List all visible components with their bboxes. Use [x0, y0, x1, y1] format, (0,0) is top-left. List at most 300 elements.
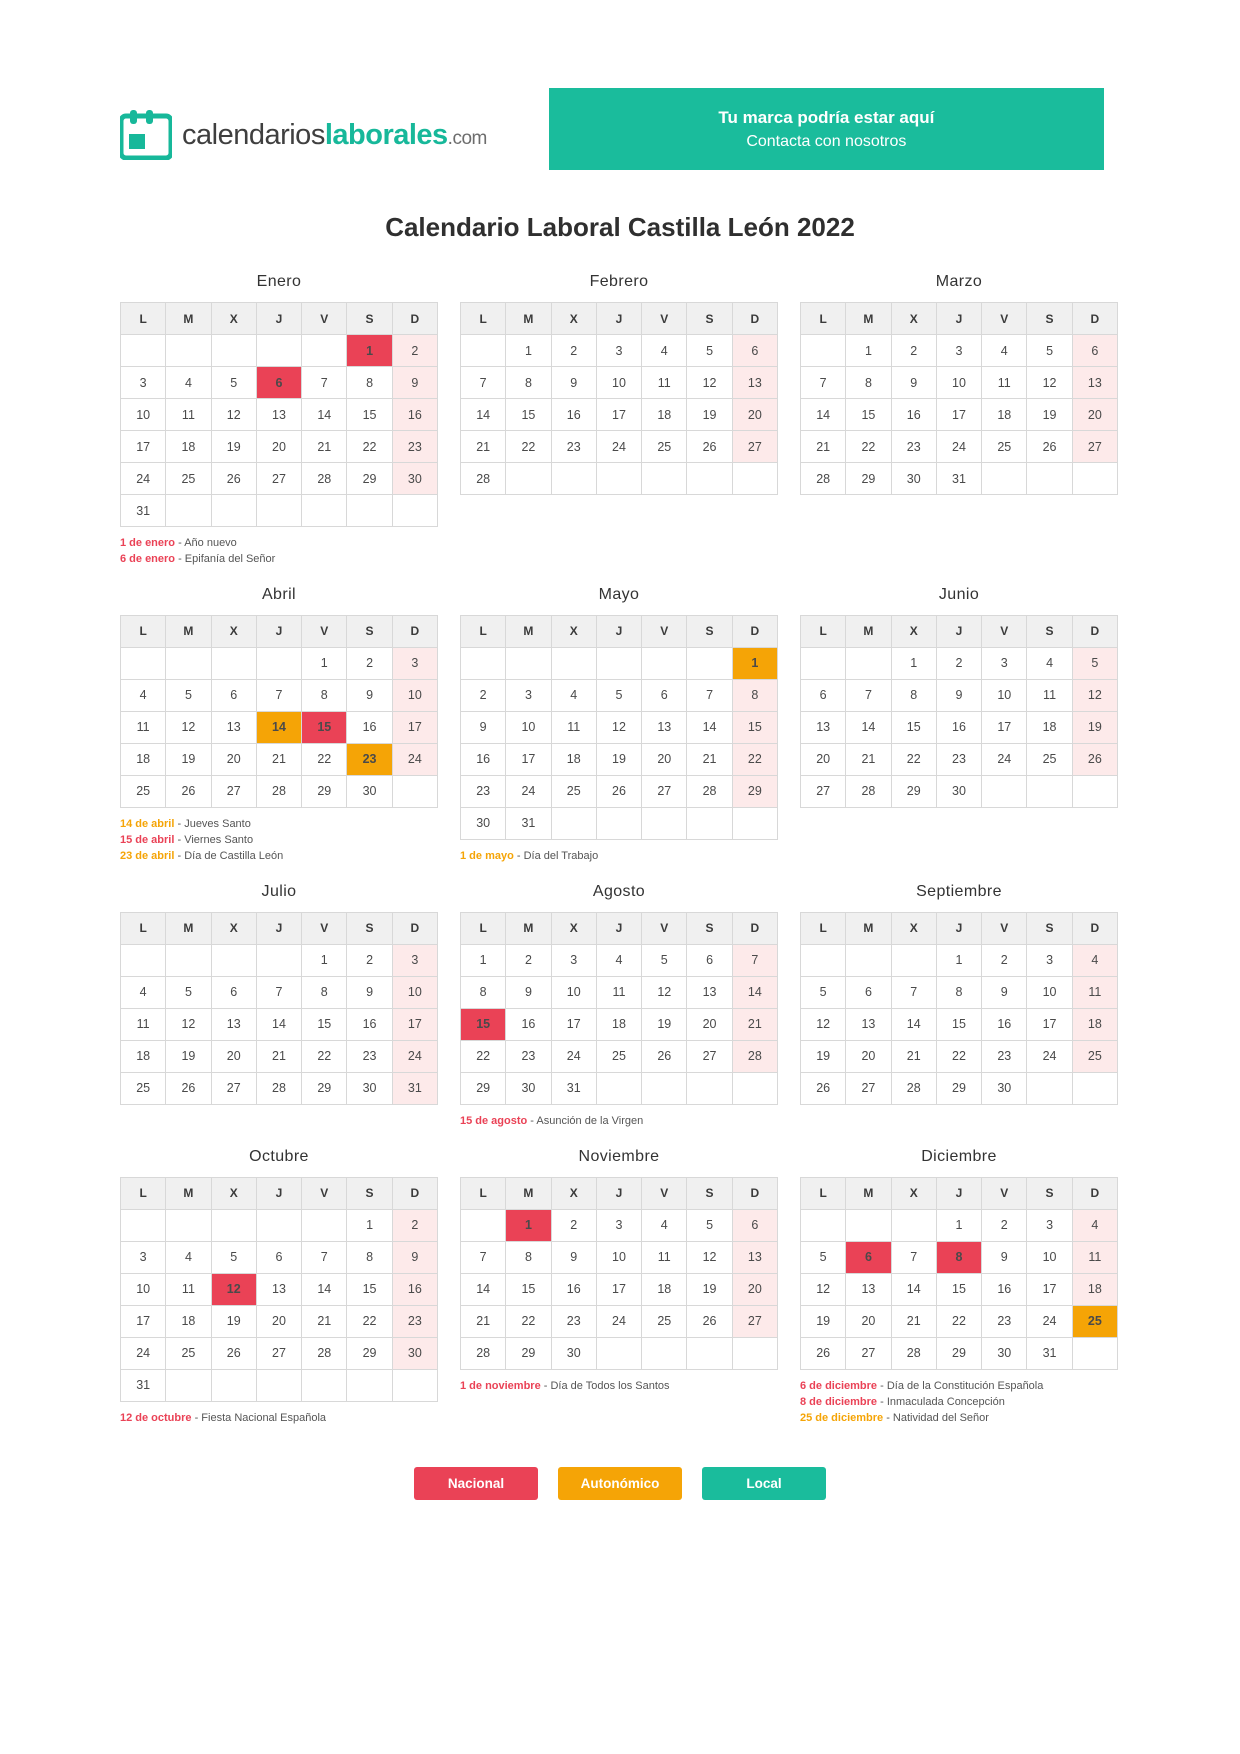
day-cell[interactable]: 6 — [732, 1209, 777, 1241]
day-cell[interactable]: 3 — [1027, 1209, 1072, 1241]
site-logo[interactable] — [120, 110, 487, 160]
day-cell[interactable]: 8 — [347, 1241, 392, 1273]
day-cell[interactable]: 3 — [936, 335, 981, 367]
day-cell[interactable]: 25 — [1072, 1040, 1117, 1072]
day-cell[interactable]: 16 — [891, 399, 936, 431]
day-cell[interactable]: 15 — [936, 1008, 981, 1040]
day-cell[interactable]: 29 — [347, 463, 392, 495]
day-cell[interactable]: 23 — [506, 1040, 551, 1072]
day-cell[interactable]: 14 — [891, 1008, 936, 1040]
day-cell[interactable]: 25 — [166, 463, 211, 495]
day-cell[interactable]: 1 — [936, 944, 981, 976]
day-cell[interactable]: 30 — [347, 775, 392, 807]
day-cell[interactable]: 30 — [982, 1072, 1027, 1104]
day-cell[interactable]: 30 — [936, 775, 981, 807]
day-cell[interactable]: 29 — [732, 775, 777, 807]
ad-banner[interactable] — [549, 88, 1104, 170]
day-cell[interactable]: 26 — [211, 1337, 256, 1369]
legend-chip-loc[interactable]: Local — [702, 1467, 826, 1500]
day-cell[interactable]: 22 — [461, 1040, 506, 1072]
day-cell[interactable]: 9 — [982, 1241, 1027, 1273]
day-cell[interactable]: 2 — [982, 944, 1027, 976]
day-cell[interactable]: 25 — [551, 775, 596, 807]
day-cell[interactable]: 30 — [506, 1072, 551, 1104]
day-cell[interactable]: 5 — [596, 679, 641, 711]
day-cell[interactable]: 20 — [687, 1008, 732, 1040]
day-cell[interactable]: 27 — [642, 775, 687, 807]
day-cell[interactable]: 2 — [982, 1209, 1027, 1241]
day-cell[interactable]: 24 — [551, 1040, 596, 1072]
day-cell[interactable]: 13 — [801, 711, 846, 743]
day-cell[interactable]: 15 — [891, 711, 936, 743]
holiday-day-cell[interactable]: 25 — [1072, 1305, 1117, 1337]
day-cell[interactable]: 15 — [506, 399, 551, 431]
day-cell[interactable]: 17 — [121, 431, 166, 463]
day-cell[interactable]: 30 — [392, 1337, 437, 1369]
day-cell[interactable]: 9 — [392, 367, 437, 399]
day-cell[interactable]: 26 — [166, 775, 211, 807]
day-cell[interactable]: 16 — [982, 1273, 1027, 1305]
day-cell[interactable]: 18 — [596, 1008, 641, 1040]
day-cell[interactable]: 14 — [256, 1008, 301, 1040]
day-cell[interactable]: 4 — [121, 679, 166, 711]
day-cell[interactable]: 3 — [392, 647, 437, 679]
day-cell[interactable]: 9 — [936, 679, 981, 711]
day-cell[interactable]: 15 — [302, 1008, 347, 1040]
day-cell[interactable]: 19 — [166, 743, 211, 775]
day-cell[interactable]: 21 — [846, 743, 891, 775]
day-cell[interactable]: 3 — [596, 1209, 641, 1241]
day-cell[interactable]: 7 — [891, 1241, 936, 1273]
day-cell[interactable]: 2 — [461, 679, 506, 711]
day-cell[interactable]: 22 — [302, 1040, 347, 1072]
day-cell[interactable]: 12 — [166, 1008, 211, 1040]
day-cell[interactable]: 7 — [891, 976, 936, 1008]
day-cell[interactable]: 8 — [506, 367, 551, 399]
day-cell[interactable]: 5 — [801, 976, 846, 1008]
day-cell[interactable]: 20 — [1072, 399, 1117, 431]
day-cell[interactable]: 11 — [642, 367, 687, 399]
day-cell[interactable]: 12 — [687, 367, 732, 399]
day-cell[interactable]: 6 — [801, 679, 846, 711]
day-cell[interactable]: 7 — [302, 1241, 347, 1273]
day-cell[interactable]: 1 — [506, 335, 551, 367]
day-cell[interactable]: 15 — [347, 1273, 392, 1305]
day-cell[interactable]: 25 — [642, 1305, 687, 1337]
day-cell[interactable]: 18 — [982, 399, 1027, 431]
day-cell[interactable]: 5 — [166, 976, 211, 1008]
day-cell[interactable]: 5 — [1072, 647, 1117, 679]
day-cell[interactable]: 17 — [121, 1305, 166, 1337]
day-cell[interactable]: 26 — [801, 1337, 846, 1369]
day-cell[interactable]: 9 — [551, 1241, 596, 1273]
day-cell[interactable]: 6 — [211, 679, 256, 711]
day-cell[interactable]: 22 — [347, 431, 392, 463]
day-cell[interactable]: 11 — [166, 1273, 211, 1305]
day-cell[interactable]: 13 — [211, 711, 256, 743]
day-cell[interactable]: 27 — [211, 775, 256, 807]
day-cell[interactable]: 14 — [302, 399, 347, 431]
day-cell[interactable]: 3 — [551, 944, 596, 976]
day-cell[interactable]: 6 — [1072, 335, 1117, 367]
day-cell[interactable]: 18 — [166, 1305, 211, 1337]
day-cell[interactable]: 14 — [302, 1273, 347, 1305]
day-cell[interactable]: 29 — [347, 1337, 392, 1369]
day-cell[interactable]: 11 — [596, 976, 641, 1008]
day-cell[interactable]: 23 — [982, 1305, 1027, 1337]
holiday-day-cell[interactable]: 12 — [211, 1273, 256, 1305]
day-cell[interactable]: 10 — [392, 976, 437, 1008]
day-cell[interactable]: 23 — [347, 1040, 392, 1072]
day-cell[interactable]: 21 — [891, 1040, 936, 1072]
day-cell[interactable]: 10 — [551, 976, 596, 1008]
day-cell[interactable]: 27 — [256, 463, 301, 495]
day-cell[interactable]: 22 — [302, 743, 347, 775]
day-cell[interactable]: 20 — [256, 431, 301, 463]
day-cell[interactable]: 2 — [891, 335, 936, 367]
day-cell[interactable]: 15 — [732, 711, 777, 743]
day-cell[interactable]: 29 — [302, 775, 347, 807]
day-cell[interactable]: 13 — [732, 367, 777, 399]
day-cell[interactable]: 24 — [596, 1305, 641, 1337]
day-cell[interactable]: 11 — [642, 1241, 687, 1273]
day-cell[interactable]: 26 — [1072, 743, 1117, 775]
day-cell[interactable]: 16 — [461, 743, 506, 775]
day-cell[interactable]: 23 — [982, 1040, 1027, 1072]
day-cell[interactable]: 9 — [461, 711, 506, 743]
day-cell[interactable]: 17 — [982, 711, 1027, 743]
day-cell[interactable]: 26 — [211, 463, 256, 495]
day-cell[interactable]: 2 — [551, 1209, 596, 1241]
day-cell[interactable]: 24 — [392, 1040, 437, 1072]
day-cell[interactable]: 7 — [302, 367, 347, 399]
day-cell[interactable]: 13 — [211, 1008, 256, 1040]
day-cell[interactable]: 1 — [347, 1209, 392, 1241]
day-cell[interactable]: 4 — [596, 944, 641, 976]
day-cell[interactable]: 17 — [392, 1008, 437, 1040]
day-cell[interactable]: 13 — [256, 399, 301, 431]
day-cell[interactable]: 19 — [1072, 711, 1117, 743]
day-cell[interactable]: 12 — [801, 1273, 846, 1305]
day-cell[interactable]: 12 — [166, 711, 211, 743]
day-cell[interactable]: 20 — [211, 743, 256, 775]
day-cell[interactable]: 30 — [392, 463, 437, 495]
day-cell[interactable]: 20 — [642, 743, 687, 775]
day-cell[interactable]: 11 — [1027, 679, 1072, 711]
day-cell[interactable]: 19 — [596, 743, 641, 775]
holiday-day-cell[interactable]: 1 — [732, 647, 777, 679]
day-cell[interactable]: 12 — [642, 976, 687, 1008]
day-cell[interactable]: 7 — [256, 679, 301, 711]
day-cell[interactable]: 24 — [596, 431, 641, 463]
day-cell[interactable]: 17 — [596, 1273, 641, 1305]
day-cell[interactable]: 3 — [596, 335, 641, 367]
day-cell[interactable]: 15 — [936, 1273, 981, 1305]
day-cell[interactable]: 16 — [506, 1008, 551, 1040]
day-cell[interactable]: 8 — [302, 679, 347, 711]
day-cell[interactable]: 21 — [732, 1008, 777, 1040]
day-cell[interactable]: 11 — [121, 1008, 166, 1040]
day-cell[interactable]: 19 — [211, 1305, 256, 1337]
day-cell[interactable]: 4 — [642, 335, 687, 367]
day-cell[interactable]: 22 — [506, 431, 551, 463]
day-cell[interactable]: 5 — [211, 367, 256, 399]
day-cell[interactable]: 4 — [1072, 944, 1117, 976]
day-cell[interactable]: 18 — [551, 743, 596, 775]
day-cell[interactable]: 31 — [936, 463, 981, 495]
day-cell[interactable]: 4 — [166, 1241, 211, 1273]
day-cell[interactable]: 21 — [687, 743, 732, 775]
day-cell[interactable]: 13 — [1072, 367, 1117, 399]
day-cell[interactable]: 26 — [687, 1305, 732, 1337]
day-cell[interactable]: 22 — [347, 1305, 392, 1337]
day-cell[interactable]: 8 — [936, 976, 981, 1008]
holiday-day-cell[interactable]: 14 — [256, 711, 301, 743]
day-cell[interactable]: 25 — [1027, 743, 1072, 775]
day-cell[interactable]: 29 — [936, 1072, 981, 1104]
day-cell[interactable]: 14 — [687, 711, 732, 743]
day-cell[interactable]: 28 — [302, 1337, 347, 1369]
day-cell[interactable]: 24 — [121, 463, 166, 495]
day-cell[interactable]: 5 — [211, 1241, 256, 1273]
day-cell[interactable]: 10 — [1027, 1241, 1072, 1273]
day-cell[interactable]: 8 — [846, 367, 891, 399]
day-cell[interactable]: 13 — [256, 1273, 301, 1305]
day-cell[interactable]: 31 — [121, 495, 166, 527]
day-cell[interactable]: 10 — [121, 399, 166, 431]
day-cell[interactable]: 17 — [1027, 1273, 1072, 1305]
day-cell[interactable]: 21 — [461, 1305, 506, 1337]
day-cell[interactable]: 26 — [687, 431, 732, 463]
day-cell[interactable]: 17 — [551, 1008, 596, 1040]
day-cell[interactable]: 19 — [211, 431, 256, 463]
day-cell[interactable]: 30 — [891, 463, 936, 495]
day-cell[interactable]: 3 — [392, 944, 437, 976]
day-cell[interactable]: 23 — [461, 775, 506, 807]
day-cell[interactable]: 22 — [506, 1305, 551, 1337]
holiday-day-cell[interactable]: 15 — [461, 1008, 506, 1040]
day-cell[interactable]: 2 — [392, 335, 437, 367]
day-cell[interactable]: 9 — [506, 976, 551, 1008]
day-cell[interactable]: 21 — [461, 431, 506, 463]
day-cell[interactable]: 2 — [347, 647, 392, 679]
day-cell[interactable]: 24 — [1027, 1305, 1072, 1337]
day-cell[interactable]: 7 — [256, 976, 301, 1008]
holiday-day-cell[interactable]: 8 — [936, 1241, 981, 1273]
day-cell[interactable]: 6 — [256, 1241, 301, 1273]
day-cell[interactable]: 1 — [891, 647, 936, 679]
day-cell[interactable]: 18 — [642, 399, 687, 431]
day-cell[interactable]: 8 — [732, 679, 777, 711]
day-cell[interactable]: 16 — [392, 399, 437, 431]
day-cell[interactable]: 4 — [551, 679, 596, 711]
day-cell[interactable]: 28 — [461, 1337, 506, 1369]
day-cell[interactable]: 25 — [982, 431, 1027, 463]
day-cell[interactable]: 16 — [551, 1273, 596, 1305]
day-cell[interactable]: 18 — [1072, 1008, 1117, 1040]
day-cell[interactable]: 31 — [506, 807, 551, 839]
day-cell[interactable]: 18 — [1027, 711, 1072, 743]
day-cell[interactable]: 16 — [392, 1273, 437, 1305]
day-cell[interactable]: 19 — [1027, 399, 1072, 431]
day-cell[interactable]: 28 — [256, 775, 301, 807]
day-cell[interactable]: 19 — [166, 1040, 211, 1072]
day-cell[interactable]: 8 — [461, 976, 506, 1008]
day-cell[interactable]: 31 — [121, 1369, 166, 1401]
day-cell[interactable]: 16 — [347, 1008, 392, 1040]
day-cell[interactable]: 6 — [846, 976, 891, 1008]
day-cell[interactable]: 27 — [687, 1040, 732, 1072]
day-cell[interactable]: 10 — [392, 679, 437, 711]
holiday-day-cell[interactable]: 6 — [256, 367, 301, 399]
day-cell[interactable]: 17 — [936, 399, 981, 431]
day-cell[interactable]: 20 — [256, 1305, 301, 1337]
day-cell[interactable]: 7 — [732, 944, 777, 976]
holiday-day-cell[interactable]: 15 — [302, 711, 347, 743]
day-cell[interactable]: 6 — [642, 679, 687, 711]
day-cell[interactable]: 14 — [732, 976, 777, 1008]
day-cell[interactable]: 9 — [392, 1241, 437, 1273]
day-cell[interactable]: 31 — [1027, 1337, 1072, 1369]
day-cell[interactable]: 19 — [687, 1273, 732, 1305]
day-cell[interactable]: 18 — [121, 1040, 166, 1072]
day-cell[interactable]: 3 — [1027, 944, 1072, 976]
day-cell[interactable]: 13 — [846, 1273, 891, 1305]
day-cell[interactable]: 9 — [891, 367, 936, 399]
day-cell[interactable]: 23 — [392, 1305, 437, 1337]
day-cell[interactable]: 4 — [1027, 647, 1072, 679]
day-cell[interactable]: 29 — [506, 1337, 551, 1369]
day-cell[interactable]: 11 — [121, 711, 166, 743]
day-cell[interactable]: 21 — [302, 431, 347, 463]
day-cell[interactable]: 24 — [1027, 1040, 1072, 1072]
day-cell[interactable]: 16 — [936, 711, 981, 743]
day-cell[interactable]: 14 — [461, 399, 506, 431]
day-cell[interactable]: 12 — [596, 711, 641, 743]
day-cell[interactable]: 27 — [732, 1305, 777, 1337]
day-cell[interactable]: 23 — [891, 431, 936, 463]
day-cell[interactable]: 9 — [347, 679, 392, 711]
day-cell[interactable]: 28 — [846, 775, 891, 807]
day-cell[interactable]: 24 — [392, 743, 437, 775]
day-cell[interactable]: 18 — [642, 1273, 687, 1305]
day-cell[interactable]: 23 — [936, 743, 981, 775]
day-cell[interactable]: 23 — [551, 1305, 596, 1337]
day-cell[interactable]: 30 — [347, 1072, 392, 1104]
day-cell[interactable]: 20 — [846, 1040, 891, 1072]
day-cell[interactable]: 11 — [1072, 1241, 1117, 1273]
day-cell[interactable]: 29 — [461, 1072, 506, 1104]
day-cell[interactable]: 21 — [302, 1305, 347, 1337]
day-cell[interactable]: 26 — [166, 1072, 211, 1104]
day-cell[interactable]: 22 — [936, 1305, 981, 1337]
day-cell[interactable]: 2 — [347, 944, 392, 976]
day-cell[interactable]: 25 — [596, 1040, 641, 1072]
day-cell[interactable]: 18 — [121, 743, 166, 775]
day-cell[interactable]: 9 — [551, 367, 596, 399]
day-cell[interactable]: 14 — [846, 711, 891, 743]
day-cell[interactable]: 19 — [801, 1305, 846, 1337]
day-cell[interactable]: 2 — [392, 1209, 437, 1241]
day-cell[interactable]: 25 — [121, 1072, 166, 1104]
day-cell[interactable]: 26 — [642, 1040, 687, 1072]
day-cell[interactable]: 22 — [846, 431, 891, 463]
day-cell[interactable]: 12 — [1072, 679, 1117, 711]
day-cell[interactable]: 3 — [121, 367, 166, 399]
day-cell[interactable]: 10 — [506, 711, 551, 743]
day-cell[interactable]: 26 — [596, 775, 641, 807]
day-cell[interactable]: 15 — [846, 399, 891, 431]
day-cell[interactable]: 8 — [891, 679, 936, 711]
day-cell[interactable]: 10 — [121, 1273, 166, 1305]
day-cell[interactable]: 10 — [1027, 976, 1072, 1008]
day-cell[interactable]: 3 — [982, 647, 1027, 679]
day-cell[interactable]: 16 — [551, 399, 596, 431]
day-cell[interactable]: 2 — [551, 335, 596, 367]
day-cell[interactable]: 26 — [801, 1072, 846, 1104]
day-cell[interactable]: 19 — [801, 1040, 846, 1072]
day-cell[interactable]: 7 — [846, 679, 891, 711]
day-cell[interactable]: 7 — [687, 679, 732, 711]
day-cell[interactable]: 5 — [642, 944, 687, 976]
day-cell[interactable]: 27 — [256, 1337, 301, 1369]
day-cell[interactable]: 5 — [166, 679, 211, 711]
day-cell[interactable]: 27 — [846, 1072, 891, 1104]
day-cell[interactable]: 4 — [166, 367, 211, 399]
day-cell[interactable]: 17 — [1027, 1008, 1072, 1040]
day-cell[interactable]: 27 — [211, 1072, 256, 1104]
day-cell[interactable]: 21 — [256, 743, 301, 775]
day-cell[interactable]: 5 — [801, 1241, 846, 1273]
day-cell[interactable]: 12 — [1027, 367, 1072, 399]
day-cell[interactable]: 10 — [936, 367, 981, 399]
day-cell[interactable]: 1 — [302, 944, 347, 976]
day-cell[interactable]: 12 — [211, 399, 256, 431]
day-cell[interactable]: 20 — [801, 743, 846, 775]
day-cell[interactable]: 1 — [846, 335, 891, 367]
day-cell[interactable]: 7 — [461, 1241, 506, 1273]
day-cell[interactable]: 14 — [461, 1273, 506, 1305]
day-cell[interactable]: 29 — [936, 1337, 981, 1369]
day-cell[interactable]: 2 — [506, 944, 551, 976]
day-cell[interactable]: 8 — [506, 1241, 551, 1273]
day-cell[interactable]: 31 — [392, 1072, 437, 1104]
day-cell[interactable]: 10 — [596, 1241, 641, 1273]
legend-chip-nac[interactable]: Nacional — [414, 1467, 538, 1500]
day-cell[interactable]: 2 — [936, 647, 981, 679]
day-cell[interactable]: 30 — [461, 807, 506, 839]
day-cell[interactable]: 27 — [801, 775, 846, 807]
day-cell[interactable]: 24 — [936, 431, 981, 463]
day-cell[interactable]: 1 — [936, 1209, 981, 1241]
day-cell[interactable]: 19 — [687, 399, 732, 431]
day-cell[interactable]: 17 — [506, 743, 551, 775]
holiday-day-cell[interactable]: 1 — [506, 1209, 551, 1241]
day-cell[interactable]: 3 — [506, 679, 551, 711]
day-cell[interactable]: 15 — [347, 399, 392, 431]
day-cell[interactable]: 27 — [1072, 431, 1117, 463]
day-cell[interactable]: 24 — [121, 1337, 166, 1369]
day-cell[interactable]: 15 — [506, 1273, 551, 1305]
day-cell[interactable]: 13 — [687, 976, 732, 1008]
day-cell[interactable]: 8 — [347, 367, 392, 399]
holiday-day-cell[interactable]: 1 — [347, 335, 392, 367]
day-cell[interactable]: 17 — [596, 399, 641, 431]
day-cell[interactable]: 28 — [891, 1337, 936, 1369]
day-cell[interactable]: 9 — [347, 976, 392, 1008]
day-cell[interactable]: 21 — [256, 1040, 301, 1072]
day-cell[interactable]: 14 — [891, 1273, 936, 1305]
